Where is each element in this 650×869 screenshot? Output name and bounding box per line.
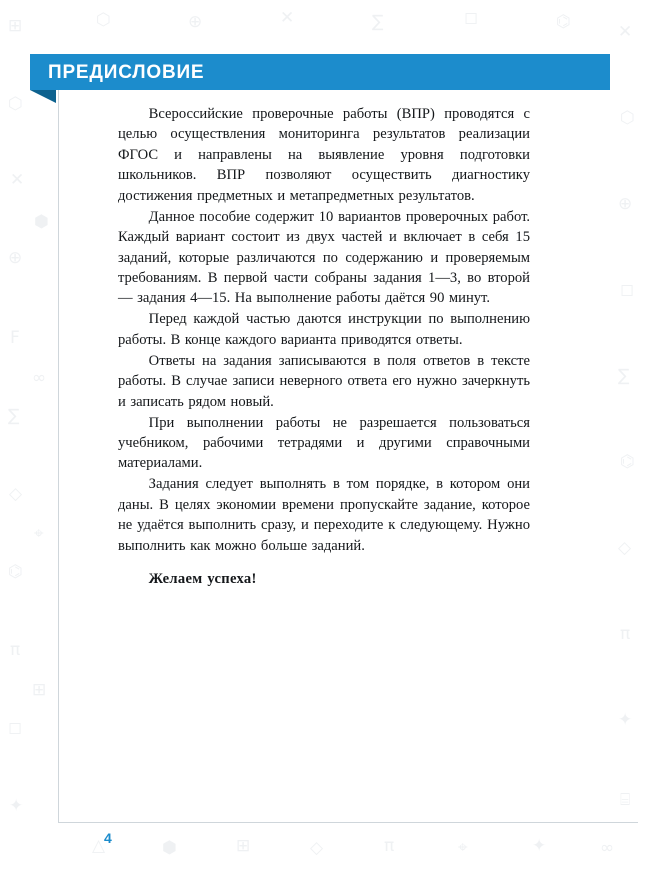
page-title: ПРЕДИСЛОВИЕ xyxy=(48,62,205,83)
watermark-glyph: ◇ xyxy=(618,538,632,558)
watermark-glyph: π xyxy=(10,640,21,660)
watermark-glyph: F xyxy=(10,328,20,348)
watermark-glyph: ∞ xyxy=(32,368,47,388)
watermark-glyph: ✦ xyxy=(9,796,24,816)
watermark-glyph: ✕ xyxy=(10,170,25,190)
watermark-glyph: ⬡ xyxy=(8,94,23,114)
paragraph: Задания следует выполнять в том порядке, в котором они даны. В целях экономии времени пропускайте задание, которое не удаётся выполнить сразу, и переходите к следующему. Нужно выполнить как можно больше заданий. xyxy=(118,476,530,554)
panel-bottom-rule xyxy=(58,822,638,823)
paragraph: При выполнении работы не разрешается пользоваться учебником, рабочими тетрадями и другими справочными материалами. xyxy=(118,414,530,472)
watermark-glyph: ✦ xyxy=(618,710,633,730)
watermark-glyph: ⊞ xyxy=(32,680,47,700)
watermark-glyph: ∑ xyxy=(618,366,630,386)
paragraph: Перед каждой частью даются инструкции по выполнению работы. В конце каждого варианта приводятся ответы. xyxy=(118,311,530,348)
watermark-glyph: ⬢ xyxy=(34,212,49,232)
paragraph: Данное пособие содержит 10 вариантов проверочных работ. Каждый вариант состоит из двух частей и включает в себя 15 заданий, которые различаются по содержанию и проверяемым требованиям. В первой части собраны задания 1—3, во второй — задания 4—15. На выполнение работы даётся 90 минут. xyxy=(118,208,530,307)
watermark-glyph: ⌬ xyxy=(8,562,23,582)
paragraph: Ответы на задания записываются в поля ответов в тексте работы. В случае записи неверного ответа его нужно зачеркнуть и записать рядом новый. xyxy=(118,352,530,410)
preface-body xyxy=(118,104,530,590)
paragraph: Всероссийские проверочные работы (ВПР) проводятся с целью осуществления мониторинга результатов реализации ФГОС и направлены на выявление уровня подготовки школьников. ВПР позволяют осуществить диагностику достижения предметных и метапредметных результатов. xyxy=(118,106,530,204)
section-header-band-tail xyxy=(30,90,56,103)
watermark-glyph: ⌸ xyxy=(620,790,631,810)
watermark-glyph: ∞ xyxy=(600,838,615,858)
watermark-glyph: ◻ xyxy=(464,8,479,28)
watermark-glyph: ◇ xyxy=(310,838,324,858)
watermark-glyph: ◻ xyxy=(620,280,635,300)
watermark-glyph: ⊞ xyxy=(8,16,23,36)
watermark-glyph: ∑ xyxy=(372,12,384,32)
watermark-glyph: ✕ xyxy=(618,22,633,42)
closing-wish: Желаем успеха! xyxy=(148,571,257,588)
watermark-glyph: ⬢ xyxy=(162,838,177,858)
watermark-glyph: ⌬ xyxy=(620,452,635,472)
watermark-glyph: π xyxy=(384,836,395,856)
watermark-glyph: ⊕ xyxy=(8,248,23,268)
watermark-glyph: ⌖ xyxy=(34,524,44,544)
watermark-glyph: ⌬ xyxy=(556,12,571,32)
watermark-glyph: π xyxy=(620,624,631,644)
watermark-glyph: ✕ xyxy=(280,8,295,28)
page-number: 4 xyxy=(104,830,112,846)
watermark-glyph: ◇ xyxy=(9,484,23,504)
watermark-glyph: ⬡ xyxy=(620,108,635,128)
watermark-glyph: △ xyxy=(92,836,106,856)
watermark-glyph: ∑ xyxy=(8,406,20,426)
watermark-glyph: ◻ xyxy=(8,718,23,738)
watermark-glyph: ⬡ xyxy=(96,10,111,30)
watermark-glyph: ⊕ xyxy=(618,194,633,214)
watermark-glyph: ⌖ xyxy=(458,838,468,858)
watermark-glyph: ✦ xyxy=(532,836,547,856)
watermark-glyph: ⊞ xyxy=(236,836,251,856)
watermark-glyph: ⊕ xyxy=(188,12,203,32)
